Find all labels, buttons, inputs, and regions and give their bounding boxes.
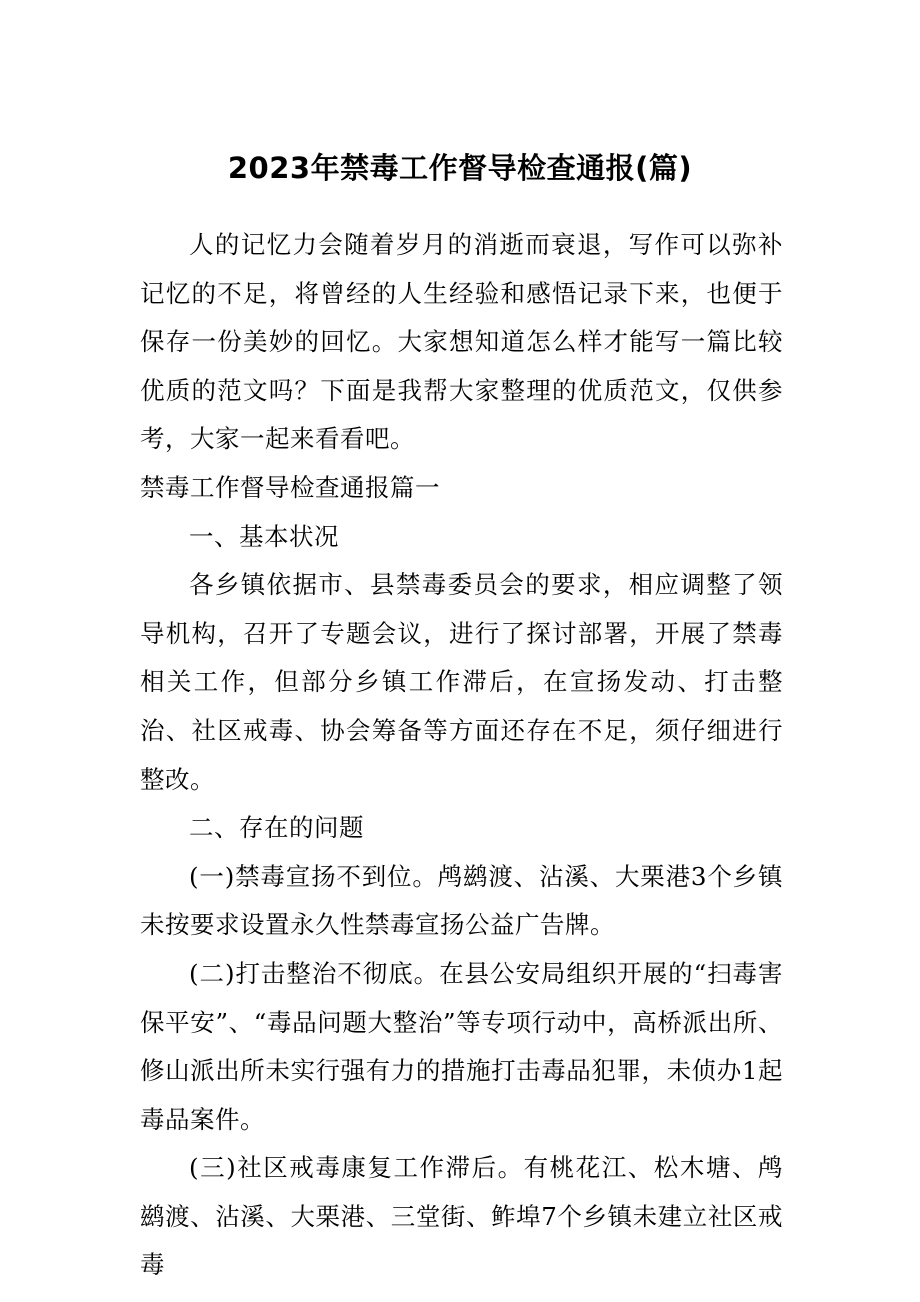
section-heading: 禁毒工作督导检查通报篇一 [140, 472, 440, 502]
document-title: 2023年禁毒工作督导检查通报(篇) [227, 151, 693, 185]
subheading-basic-situation: 一、基本状况 [189, 521, 339, 551]
problem-item-2: (二)打击整治不彻底。在县公安局组织开展的“扫毒害保平安”、“毒品问题大整治”等专项行动中，高桥派出所、修山派出所未实行强有力的措施打击毒品犯罪，未侦办1起毒品案件。 [140, 958, 783, 1134]
problem-item-3: (三)社区戒毒康复工作滞后。有桃花江、松木塘、鸬鹚渡、沾溪、大栗港、三堂街、鲊埠7个乡镇未建立社区戒毒 [140, 1153, 783, 1280]
subheading-problems: 二、存在的问题 [189, 813, 364, 843]
intro-paragraph: 人的记忆力会随着岁月的消逝而衰退，写作可以弥补记忆的不足，将曾经的人生经验和感悟记录下来，也便于保存一份美妙的回忆。大家想知道怎么样才能写一篇比较优质的范文吗？下面是我帮大家整理的优质范文，仅供参考，大家一起来看看吧。 [140, 230, 783, 454]
document-body [140, 221, 783, 1290]
problem-item-1: (一)禁毒宣扬不到位。鸬鹚渡、沾溪、大栗港3个乡镇未按要求设置永久性禁毒宣扬公益广告牌。 [140, 861, 783, 940]
basic-situation-paragraph: 各乡镇依据市、县禁毒委员会的要求，相应调整了领导机构，召开了专题会议，进行了探讨部署，开展了禁毒相关工作，但部分乡镇工作滞后，在宣扬发动、打击整治、社区戒毒、协会筹备等方面还存在不足，须仔细进行整改。 [140, 570, 783, 794]
